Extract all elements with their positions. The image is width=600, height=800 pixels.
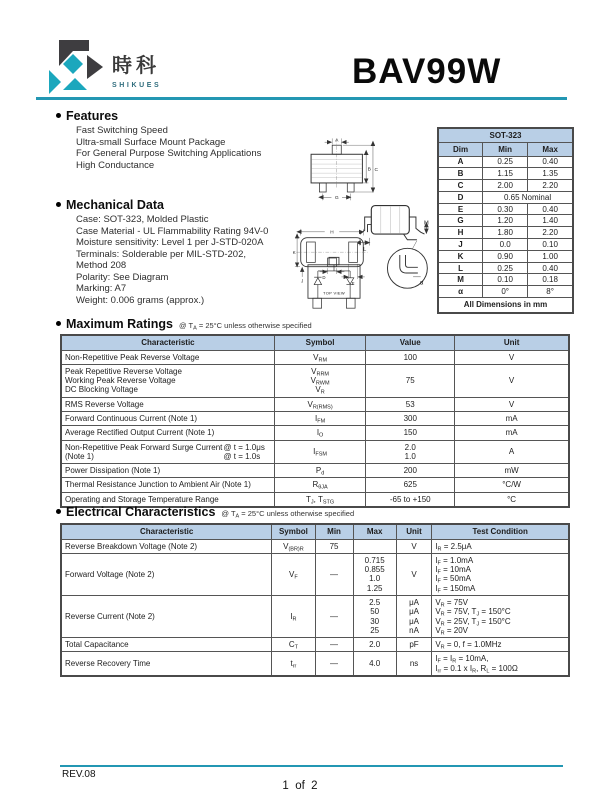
table-cell: H bbox=[438, 227, 483, 239]
maximum-ratings-header-row bbox=[61, 335, 569, 350]
dim-label-a: A bbox=[335, 138, 339, 144]
bullet-icon bbox=[56, 113, 61, 118]
table-cell: mA bbox=[455, 411, 569, 425]
dim-label-d: D bbox=[322, 275, 326, 281]
dim-label-g: G bbox=[334, 196, 339, 202]
table-cell: 0.30 bbox=[483, 203, 528, 215]
maximum-ratings-table bbox=[60, 334, 570, 508]
polarity-diagram bbox=[303, 256, 365, 312]
maximum-ratings-body bbox=[61, 350, 569, 507]
electrical-characteristics-heading: Electrical Characteristics @ $T_A = 25^\circ C$ unless otherwise specified bbox=[56, 505, 354, 519]
table-cell: $I_R = 2.5\mu A$ bbox=[432, 539, 569, 553]
dim-table-title-row bbox=[438, 128, 573, 142]
table-cell: — bbox=[315, 638, 353, 652]
dim-label-k: K bbox=[292, 250, 296, 255]
table-cell: 0° bbox=[483, 286, 528, 298]
table-row bbox=[438, 215, 573, 227]
table-row bbox=[61, 364, 569, 397]
footer-divider bbox=[60, 765, 563, 767]
dim-label-c: C bbox=[374, 167, 379, 173]
table-cell: Reverse Current (Note 2) bbox=[61, 595, 272, 637]
table-cell: M bbox=[438, 274, 483, 286]
column-header: Symbol bbox=[272, 524, 315, 539]
top-view-label: TOP VIEW bbox=[323, 290, 345, 296]
table-row bbox=[61, 426, 569, 440]
table-cell: V bbox=[455, 364, 569, 397]
table-cell: 100 bbox=[366, 350, 455, 364]
table-cell: 1.00 bbox=[528, 250, 573, 262]
table-cell: Peak Repetitive Reverse Voltage Working Peak Reverse Voltage DC Blocking Voltage bbox=[61, 364, 274, 397]
table-cell: 2.00 bbox=[483, 180, 528, 192]
table-row bbox=[438, 239, 573, 251]
table-cell: 2.20 bbox=[528, 180, 573, 192]
list-item: Marking: A7 bbox=[76, 283, 127, 294]
table-cell: L bbox=[438, 262, 483, 274]
dim-table-footer: All Dimensions in mm bbox=[438, 298, 573, 313]
bullet-icon bbox=[56, 321, 61, 326]
column-header: Symbol bbox=[274, 335, 365, 350]
dim-label-h: H bbox=[330, 230, 334, 236]
table-cell: 1.15 bbox=[483, 168, 528, 180]
table-cell: 1.20 bbox=[483, 215, 528, 227]
table-cell: $V_R = 0$, f = 1.0MHz bbox=[432, 638, 569, 652]
table-cell: 625 bbox=[366, 478, 455, 492]
table-row bbox=[438, 180, 573, 192]
table-cell: °C bbox=[455, 492, 569, 507]
table-cell: $I_F = 1.0mA$ $I_F = 10mA$ $I_F = 50mA$ $I_F = 150mA$ bbox=[432, 553, 569, 595]
table-cell: — bbox=[315, 652, 353, 676]
table-cell: Reverse Breakdown Voltage (Note 2) bbox=[61, 539, 272, 553]
column-header: Characteristic bbox=[61, 524, 272, 539]
table-cell: 0.90 bbox=[483, 250, 528, 262]
table-cell: 75 bbox=[315, 539, 353, 553]
table-cell: D bbox=[438, 191, 483, 203]
logo-chinese-name: 時科 bbox=[112, 55, 160, 77]
company-logo-icon bbox=[46, 40, 108, 98]
table-cell: V bbox=[455, 350, 569, 364]
table-row bbox=[61, 350, 569, 364]
table-cell: A bbox=[455, 440, 569, 464]
table-cell: μA μA μA nA bbox=[396, 595, 432, 637]
table-cell: 200 bbox=[366, 464, 455, 478]
header-divider bbox=[36, 97, 567, 100]
column-header: Test Condition bbox=[432, 524, 569, 539]
logo-english-name: SHIKUES bbox=[112, 82, 162, 89]
maximum-ratings-heading: Maximum Ratings @ $T_A = 25^\circ C$ unless otherwise specified bbox=[56, 317, 312, 331]
table-row bbox=[61, 440, 569, 464]
table-cell: 1.80 bbox=[483, 227, 528, 239]
table-cell: $V_{RM}$ bbox=[274, 350, 365, 364]
table-cell: $C_T$ bbox=[272, 638, 315, 652]
table-cell: 4.0 bbox=[353, 652, 396, 676]
table-cell: B bbox=[438, 168, 483, 180]
table-row bbox=[61, 397, 569, 411]
column-header: Min bbox=[315, 524, 353, 539]
table-row bbox=[438, 203, 573, 215]
table-cell: 0.10 bbox=[528, 239, 573, 251]
table-cell: 2.0 bbox=[353, 638, 396, 652]
dim-label-l: L bbox=[363, 247, 367, 254]
table-row bbox=[438, 191, 573, 203]
table-cell: K bbox=[438, 250, 483, 262]
table-row bbox=[61, 539, 569, 553]
table-cell: $V_R = 75V$ $V_R = 75V$, $T_J = 150^\circ C$ $V_R = 25V$, $T_J = 150^\circ C$ $V_R = 20V$ bbox=[432, 595, 569, 637]
table-cell: E bbox=[438, 203, 483, 215]
table-row bbox=[438, 227, 573, 239]
table-row bbox=[438, 274, 573, 286]
sot323-dimension-table bbox=[437, 127, 574, 314]
table-cell: Thermal Resistance Junction to Ambient Air (Note 1) bbox=[61, 478, 274, 492]
table-cell: 2.20 bbox=[528, 227, 573, 239]
table-cell: Operating and Storage Temperature Range bbox=[61, 492, 274, 507]
table-cell: -65 to +150 bbox=[366, 492, 455, 507]
table-cell: $I_R$ bbox=[272, 595, 315, 637]
electrical-body bbox=[61, 539, 569, 676]
table-row bbox=[438, 250, 573, 262]
table-cell: $V_{R(RMS)}$ bbox=[274, 397, 365, 411]
package-side-view-drawing bbox=[358, 198, 434, 292]
dim-table-title: SOT-323 bbox=[438, 128, 573, 142]
table-row bbox=[438, 168, 573, 180]
table-cell: mA bbox=[455, 426, 569, 440]
bullet-icon bbox=[56, 202, 61, 207]
table-cell: ns bbox=[396, 652, 432, 676]
features-list bbox=[76, 125, 261, 171]
list-item: Case Material - UL Flammability Rating 94V-0 bbox=[76, 225, 269, 237]
mechanical-data-heading: Mechanical Data bbox=[56, 198, 164, 212]
table-cell: 300 bbox=[366, 411, 455, 425]
table-cell: RMS Reverse Voltage bbox=[61, 397, 274, 411]
table-cell: V bbox=[455, 397, 569, 411]
table-row bbox=[61, 478, 569, 492]
table-cell: 0.18 bbox=[528, 274, 573, 286]
column-header: Unit bbox=[455, 335, 569, 350]
table-cell: mW bbox=[455, 464, 569, 478]
table-row bbox=[438, 156, 573, 168]
table-cell: 75 bbox=[366, 364, 455, 397]
table-cell: $P_d$ bbox=[274, 464, 365, 478]
dim-table-footer-row bbox=[438, 298, 573, 313]
list-item: High Conductance bbox=[76, 159, 155, 171]
page-number: 1 of 2 bbox=[282, 780, 318, 792]
table-cell: $V_{RRM}$ $V_{RWM}$ $V_R$ bbox=[274, 364, 365, 397]
table-cell: $I_F = I_R = 10mA$, $I_{rr} = 0.1$ x $I_R$, $R_L = 100\Omega$ bbox=[432, 652, 569, 676]
column-header: Characteristic bbox=[61, 335, 274, 350]
table-cell: — bbox=[315, 595, 353, 637]
mechanical-data-list bbox=[76, 214, 268, 306]
table-row bbox=[61, 411, 569, 425]
list-item: Moisture sensitivity: Level 1 per J-STD-020A bbox=[76, 237, 264, 248]
table-cell: °C/W bbox=[455, 478, 569, 492]
list-item: Fast Switching Speed bbox=[76, 125, 168, 136]
column-header: Value bbox=[366, 335, 455, 350]
table-cell: $I_O$ bbox=[274, 426, 365, 440]
list-item: Ultra-small Surface Mount Package bbox=[76, 136, 226, 148]
dim-table-header-row bbox=[438, 142, 573, 156]
dim-label-alpha: α bbox=[419, 279, 424, 287]
table-cell: 0.40 bbox=[528, 262, 573, 274]
table-cell: $I_{FM}$ bbox=[274, 411, 365, 425]
table-row bbox=[438, 262, 573, 274]
table-cell: 1.35 bbox=[528, 168, 573, 180]
table-cell: Forward Voltage (Note 2) bbox=[61, 553, 272, 595]
table-cell: $V_F$ bbox=[272, 553, 315, 595]
list-item: Polarity: See Diagram bbox=[76, 271, 169, 283]
table-cell: — bbox=[315, 553, 353, 595]
table-row bbox=[61, 638, 569, 652]
table-cell: pF bbox=[396, 638, 432, 652]
list-item: For General Purpose Switching Applications bbox=[76, 148, 262, 159]
table-cell: V bbox=[396, 539, 432, 553]
table-cell: 2.0 1.0 bbox=[366, 440, 455, 464]
list-item: Method 208 bbox=[76, 260, 127, 271]
table-cell: 1.40 bbox=[528, 215, 573, 227]
table-cell: Average Rectified Output Current (Note 1) bbox=[61, 426, 274, 440]
maximum-ratings-condition: @ $T_A = 25^\circ C$ unless otherwise specified bbox=[178, 321, 312, 332]
table-cell: $T_J$, $T_{STG}$ bbox=[274, 492, 365, 507]
table-cell: Forward Continuous Current (Note 1) bbox=[61, 411, 274, 425]
table-row bbox=[61, 464, 569, 478]
electrical-characteristics-condition: @ $T_A = 25^\circ C$ unless otherwise specified bbox=[221, 509, 355, 520]
table-row bbox=[61, 595, 569, 637]
table-cell: 0.715 0.855 1.0 1.25 bbox=[353, 553, 396, 595]
table-cell: α bbox=[438, 286, 483, 298]
list-item: Weight: 0.006 grams (approx.) bbox=[76, 294, 205, 306]
column-header: Max bbox=[528, 142, 573, 156]
features-heading: Features bbox=[56, 109, 118, 123]
table-cell: 8° bbox=[528, 286, 573, 298]
part-number-title: BAV99W bbox=[352, 52, 502, 91]
table-row bbox=[61, 553, 569, 595]
table-cell: 0.10 bbox=[483, 274, 528, 286]
table-cell: C bbox=[438, 180, 483, 192]
table-cell: 150 bbox=[366, 426, 455, 440]
table-row bbox=[438, 286, 573, 298]
dim-label-e: E bbox=[351, 280, 355, 286]
table-cell: A bbox=[438, 156, 483, 168]
column-header: Max bbox=[353, 524, 396, 539]
dim-label-m: M bbox=[424, 220, 429, 227]
table-cell: 0.40 bbox=[528, 203, 573, 215]
table-cell: 0.25 bbox=[483, 262, 528, 274]
table-cell: 0.25 bbox=[483, 156, 528, 168]
table-cell: $I_{FSM}$ bbox=[274, 440, 365, 464]
table-cell: J bbox=[438, 239, 483, 251]
revision-label: REV.08 bbox=[62, 769, 96, 780]
table-cell: Non-Repetitive Peak Reverse Voltage bbox=[61, 350, 274, 364]
table-cell: Reverse Recovery Time bbox=[61, 652, 272, 676]
table-cell: V bbox=[396, 553, 432, 595]
bullet-icon bbox=[56, 509, 61, 514]
table-cell bbox=[353, 539, 396, 553]
column-header: Min bbox=[483, 142, 528, 156]
table-cell: 0.40 bbox=[528, 156, 573, 168]
table-cell: Power Dissipation (Note 1) bbox=[61, 464, 274, 478]
table-cell: $V_{(BR)R}$ bbox=[272, 539, 315, 553]
table-cell: G bbox=[438, 215, 483, 227]
column-header: Unit bbox=[396, 524, 432, 539]
list-item: Terminals: Solderable per MIL-STD-202, bbox=[76, 248, 247, 260]
dim-table-body bbox=[438, 156, 573, 298]
table-cell: Total Capacitance bbox=[61, 638, 272, 652]
list-item: Case: SOT-323, Molded Plastic bbox=[76, 214, 209, 225]
table-cell: 2.5 50 30 25 bbox=[353, 595, 396, 637]
table-cell: $R_{\theta JA}$ bbox=[274, 478, 365, 492]
electrical-header-row bbox=[61, 524, 569, 539]
column-header: Dim bbox=[438, 142, 483, 156]
table-cell: 0.0 bbox=[483, 239, 528, 251]
table-cell: 53 bbox=[366, 397, 455, 411]
dim-label-j: J bbox=[301, 278, 304, 284]
table-cell: $t_{rr}$ bbox=[272, 652, 315, 676]
electrical-characteristics-table bbox=[60, 523, 570, 677]
table-row bbox=[61, 652, 569, 676]
table-cell: Non-Repetitive Peak Forward Surge Current (Note 1) @ t = 1.0μs @ t = 1.0s bbox=[61, 440, 274, 464]
table-cell: 0.65 Nominal bbox=[483, 191, 573, 203]
dim-label-b: B bbox=[367, 167, 371, 173]
company-logo bbox=[112, 56, 161, 89]
